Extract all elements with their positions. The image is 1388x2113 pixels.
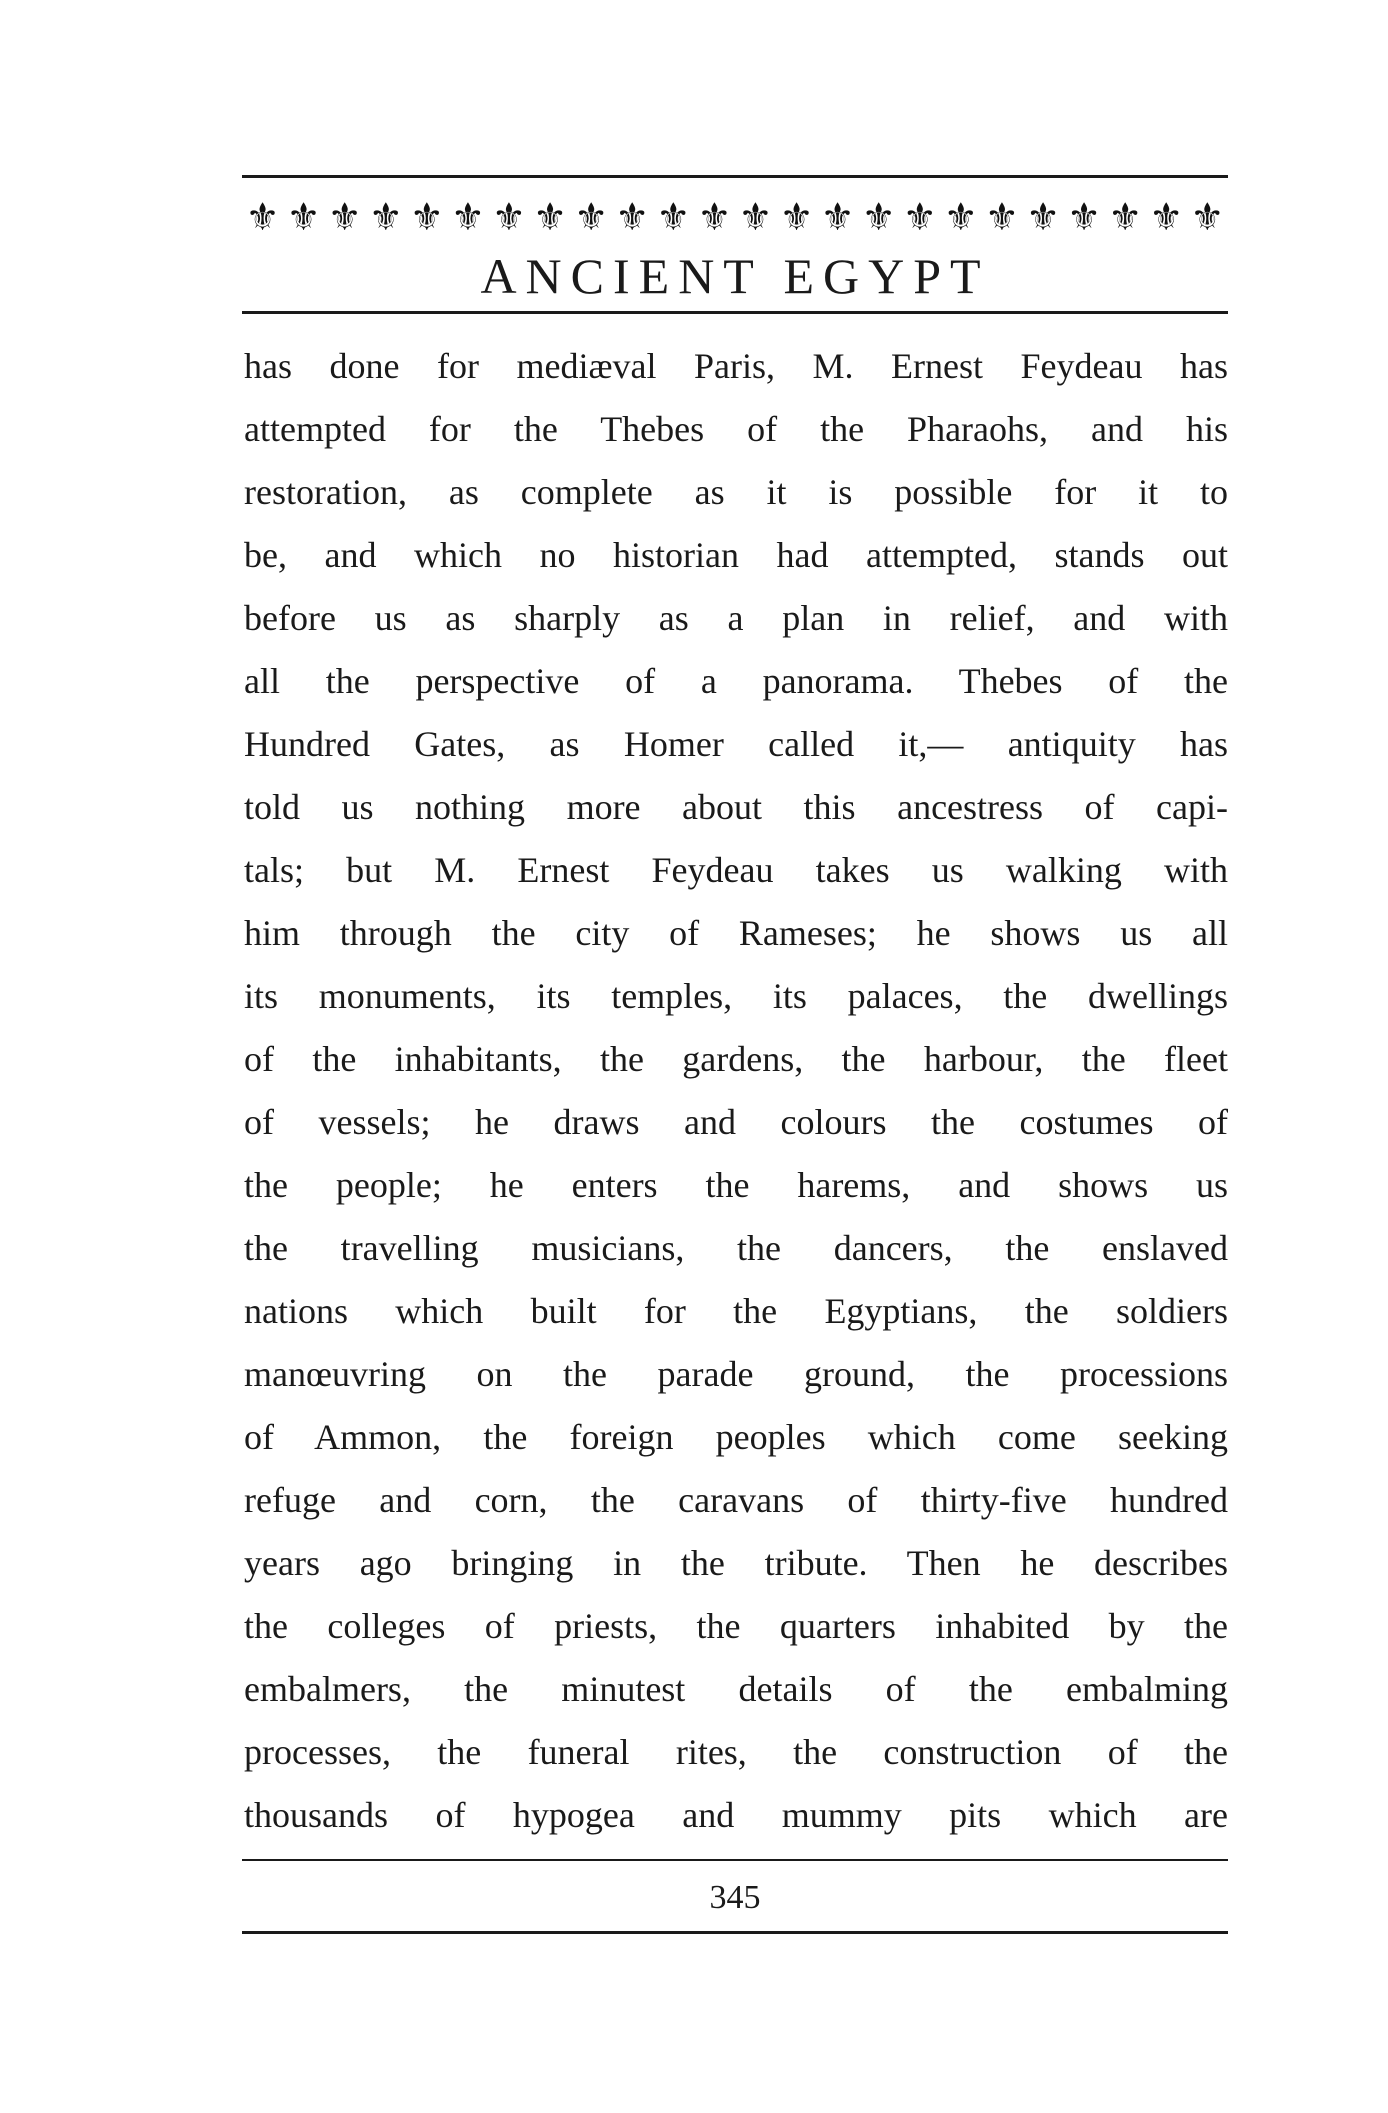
text-line: the people; he enters the harems, and shows us bbox=[244, 1165, 1228, 1205]
fleur-de-lis-icon: ⚜ bbox=[861, 195, 896, 239]
fleur-de-lis-icon: ⚜ bbox=[1190, 195, 1225, 239]
text-line: told us nothing more about this ancestress of capi- bbox=[244, 787, 1228, 827]
text-line: before us as sharply as a plan in relief, and with bbox=[244, 598, 1228, 638]
top-rule bbox=[242, 175, 1228, 178]
fleur-de-lis-icon: ⚜ bbox=[491, 195, 526, 239]
fleur-de-lis-icon: ⚜ bbox=[779, 195, 814, 239]
fleur-de-lis-icon: ⚜ bbox=[245, 195, 280, 239]
fleur-de-lis-icon: ⚜ bbox=[409, 195, 444, 239]
text-line: be, and which no historian had attempted, stands out bbox=[244, 535, 1228, 575]
text-line: the travelling musicians, the dancers, the enslaved bbox=[244, 1228, 1228, 1268]
footer-rule bbox=[242, 1931, 1228, 1934]
fleur-de-lis-icon: ⚜ bbox=[820, 195, 855, 239]
page-body-text bbox=[244, 335, 1228, 1847]
fleur-de-lis-icon: ⚜ bbox=[1149, 195, 1184, 239]
text-line: thousands of hypogea and mummy pits which are bbox=[244, 1795, 1228, 1835]
text-line: tals; but M. Ernest Feydeau takes us walking with bbox=[244, 850, 1228, 890]
text-line: processes, the funeral rites, the construction of the bbox=[244, 1732, 1228, 1772]
text-line: restoration, as complete as it is possible for it to bbox=[244, 472, 1228, 512]
fleur-de-lis-icon: ⚜ bbox=[533, 195, 568, 239]
text-line: embalmers, the minutest details of the embalming bbox=[244, 1669, 1228, 1709]
title-rule bbox=[242, 311, 1228, 314]
fleur-de-lis-icon: ⚜ bbox=[943, 195, 978, 239]
fleur-de-lis-icon: ⚜ bbox=[1108, 195, 1143, 239]
text-line: manœuvring on the parade ground, the processions bbox=[244, 1354, 1228, 1394]
fleur-de-lis-icon: ⚜ bbox=[656, 195, 691, 239]
text-line: years ago bringing in the tribute. Then he describes bbox=[244, 1543, 1228, 1583]
fleur-de-lis-icon: ⚜ bbox=[697, 195, 732, 239]
fleur-de-lis-icon: ⚜ bbox=[615, 195, 650, 239]
text-line: all the perspective of a panorama. Thebes of the bbox=[244, 661, 1228, 701]
fleur-de-lis-icon: ⚜ bbox=[450, 195, 485, 239]
text-line: of the inhabitants, the gardens, the harbour, the fleet bbox=[244, 1039, 1228, 1079]
text-line: its monuments, its temples, its palaces, the dwellings bbox=[244, 976, 1228, 1016]
fleur-de-lis-icon: ⚜ bbox=[368, 195, 403, 239]
page-number: 345 bbox=[709, 1879, 761, 1916]
fleur-de-lis-icon: ⚜ bbox=[902, 195, 937, 239]
text-line: Hundred Gates, as Homer called it,— antiquity has bbox=[244, 724, 1228, 764]
text-line: him through the city of Rameses; he shows us all bbox=[244, 913, 1228, 953]
text-line: of vessels; he draws and colours the costumes of bbox=[244, 1102, 1228, 1142]
fleur-de-lis-icon: ⚜ bbox=[286, 195, 321, 239]
text-line: nations which built for the Egyptians, the soldiers bbox=[244, 1291, 1228, 1331]
text-line: the colleges of priests, the quarters inhabited by the bbox=[244, 1606, 1228, 1646]
text-line: refuge and corn, the caravans of thirty-five hundred bbox=[244, 1480, 1228, 1520]
fleur-de-lis-icon: ⚜ bbox=[574, 195, 609, 239]
fleur-de-lis-icon: ⚜ bbox=[1067, 195, 1102, 239]
text-line: attempted for the Thebes of the Pharaohs, and his bbox=[244, 409, 1228, 449]
fleur-de-lis-icon: ⚜ bbox=[984, 195, 1019, 239]
fleur-de-lis-icon: ⚜ bbox=[1025, 195, 1061, 239]
text-line: has done for mediæval Paris, M. Ernest Feydeau has bbox=[244, 346, 1228, 386]
bottom-rule bbox=[242, 1859, 1228, 1861]
fleur-de-lis-icon: ⚜ bbox=[327, 195, 362, 239]
fleuron-ornament-row bbox=[242, 195, 1228, 239]
fleur-de-lis-icon: ⚜ bbox=[738, 195, 773, 239]
running-head-title: ANCIENT EGYPT bbox=[480, 248, 990, 304]
text-line: of Ammon, the foreign peoples which come seeking bbox=[244, 1417, 1228, 1457]
